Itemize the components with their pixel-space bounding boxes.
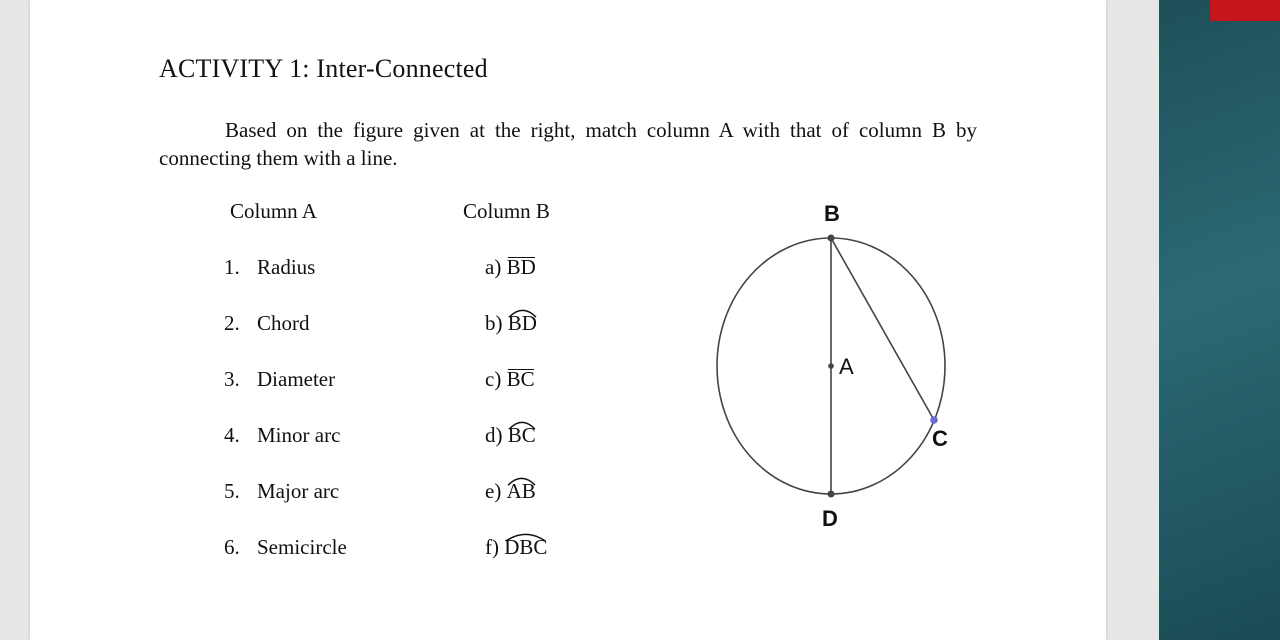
option-letter: b) (485, 311, 508, 335)
segment-symbol: BC (506, 367, 535, 391)
point-c-label: C (932, 426, 948, 451)
red-tab[interactable] (1210, 0, 1280, 21)
item-number: 2. (224, 311, 240, 335)
point-d-label: D (822, 506, 838, 531)
item-label: Radius (257, 255, 316, 279)
point-a-label: A (839, 354, 854, 379)
option-letter: c) (485, 367, 507, 391)
activity-title: ACTIVITY 1: Inter-Connected (159, 54, 488, 83)
circle-figure (700, 190, 980, 540)
option-letter: f) (485, 535, 505, 559)
arc-text: AB (506, 479, 536, 503)
column-a-item (224, 423, 340, 448)
option-letter: e) (485, 479, 507, 503)
instructions (159, 116, 977, 172)
column-b-item (485, 367, 535, 392)
arc-mark (508, 421, 536, 430)
arc-symbol (508, 423, 536, 448)
column-a-header: Column A (230, 199, 317, 223)
column-b-item (485, 479, 536, 504)
point-c-dot (930, 416, 938, 424)
item-number: 4. (224, 423, 240, 447)
item-number: 1. (224, 255, 240, 279)
item-label: Minor arc (257, 423, 341, 447)
column-a-item (224, 311, 310, 336)
arc-mark (508, 309, 537, 318)
arc-text: BD (507, 311, 537, 335)
arc-symbol (508, 311, 537, 336)
instructions-line-1: Based on the figure given at the right, match column A with that of column B by (225, 118, 977, 142)
item-label: Major arc (257, 479, 340, 503)
item-label: Diameter (257, 367, 336, 391)
column-b-item (485, 423, 536, 448)
arc-text: DBC (504, 535, 548, 559)
instructions-line-2: connecting them with a line. (159, 146, 398, 170)
item-number: 6. (224, 535, 240, 559)
column-b-header: Column B (463, 199, 550, 223)
arc-mark (507, 477, 536, 486)
point-d-dot (828, 491, 835, 498)
arc-text: BC (507, 423, 536, 447)
item-label: Semicircle (257, 535, 347, 559)
column-b-item (485, 255, 536, 280)
point-b-dot (828, 235, 835, 242)
item-label: Chord (257, 311, 310, 335)
point-a-dot (828, 363, 834, 369)
point-b-label: B (824, 201, 840, 226)
column-a-item (224, 479, 339, 504)
option-letter: a) (485, 255, 507, 279)
arc-mark (504, 533, 547, 542)
column-b-item (485, 311, 537, 336)
column-a-item (224, 367, 335, 392)
side-panel (1159, 0, 1280, 640)
item-number: 3. (224, 367, 240, 391)
column-a-item (224, 255, 315, 280)
option-letter: d) (485, 423, 508, 447)
arc-symbol (504, 535, 547, 560)
segment-symbol: BD (506, 255, 536, 279)
chord-bc (831, 238, 934, 420)
column-a-item (224, 535, 347, 560)
column-b-item (485, 535, 547, 560)
arc-symbol (507, 479, 536, 504)
item-number: 5. (224, 479, 240, 503)
